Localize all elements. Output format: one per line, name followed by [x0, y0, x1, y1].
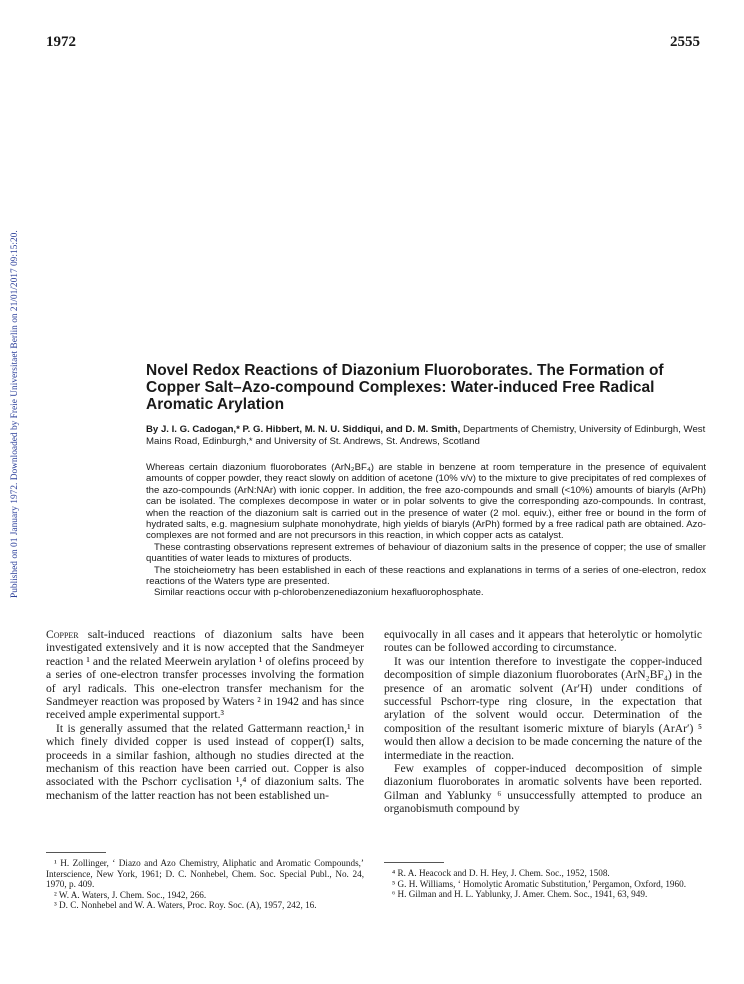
- body-text: salt-induced reactions of diazonium salts have been investigated extensively and it is now accepted that the Sandmeyer reaction ¹ and the related Meerwein arylation ¹ of olefins proceed by a series of one-electron transfer processes involving the formation of aryl radicals. This one-electron transfer mechanism for the Sandmeyer reaction was proposed by Waters ² in 1942 and has since received ample experimental support.³: [46, 628, 364, 722]
- abstract-paragraph: These contrasting observations represent extremes of behaviour of diazonium salts in the presence of copper; the use of smaller quantities of water leads to mixtures of products.: [146, 541, 706, 565]
- footnote: ³ D. C. Nonhebel and W. A. Waters, Proc. Roy. Soc. (A), 1957, 242, 16.: [54, 900, 317, 911]
- author-list: J. I. G. Cadogan,* P. G. Hibbert, M. N. U. Siddiqui, and D. M. Smith,: [160, 424, 461, 435]
- lead-word: Copper: [46, 628, 79, 641]
- footnote-rule-right: [384, 862, 444, 863]
- footnote: ⁴ R. A. Heacock and D. H. Hey, J. Chem. Soc., 1952, 1508.: [392, 868, 610, 878]
- body-column-left: [46, 628, 364, 802]
- footnote: ⁵ G. H. Williams, ‘ Homolytic Aromatic Substitution,’ Pergamon, Oxford, 1960.: [392, 878, 687, 889]
- byline-prefix: By: [146, 424, 159, 435]
- body-paragraph: equivocally in all cases and it appears that heterolytic or homolytic routes can be followed according to circumstance.: [384, 628, 702, 655]
- body-paragraph: It was our intention therefore to investigate the copper-induced decomposition of simple diazonium fluoroborates (ArN₂BF₄) in the presence of an aromatic solvent (Ar′H) under conditions of successful Pschorr-type ring closure, in the expectation that arylation of the solvent would occur. Determination of the composition of the resultant isomeric mixture of biaryls (ArAr′) ⁵ would then allow a decision to be made concerning the nature of the intermediate in the reaction.: [384, 654, 702, 762]
- footnote: ⁶ H. Gilman and H. L. Yablunky, J. Amer. Chem. Soc., 1941, 63, 949.: [392, 889, 648, 900]
- journal-year: 1972: [46, 34, 76, 50]
- body-paragraph: Few examples of copper-induced decomposition of simple diazonium fluoroborates in aromatic solvents have been reported. Gilman and Yablunky ⁶ unsuccessfully attempted to produce an organobismuth compound by: [384, 762, 702, 816]
- footnote: ¹ H. Zollinger, ‘ Diazo and Azo Chemistry, Aliphatic and Aromatic Compounds,’ Interscience, New York, 1961; D. C. Nonhebel, Chem. Soc. Special Publ., No. 24, 1970, p. 409.: [46, 858, 364, 890]
- article-title: Novel Redox Reactions of Diazonium Fluoroborates. The Formation of Copper Salt–Azo-compound Complexes: Water-induced Free Radical Aromatic Arylation: [146, 362, 664, 413]
- download-notice: Published on 01 January 1972. Downloaded by Freie Universitaet Berlin on 21/01/2017 09:15:20.: [10, 230, 20, 598]
- footnote-rule-left: [46, 852, 106, 853]
- abstract-paragraph: Similar reactions occur with p-chlorobenzenediazonium hexafluorophosphate.: [154, 587, 484, 599]
- abstract-paragraph: Whereas certain diazonium fluoroborates (ArN₂BF₄) are stable in benzene at room temperature in the presence of equivalent amounts of copper powder, they react slowly on addition of acetone (10% v/v) to the mixture to give precipitates of red complexes of the azo-compounds (ArN:NAr) with ionic copper. In addition, the free azo-compounds and small (<10%) amounts of biaryls (ArPh) can be isolated. The complexes decompose in water or in polar solvents to give the corresponding azo-compounds. In contrast, when the reaction of the diazonium salt is carried out in the presence of water (2 mol. equiv.), either free or bound in the form of hydrated salts, e.g. magnesium sulphate monohydrate, high yields of biaryls (ArPh) formed by a free radical path are obtained. Azo-complexes are not formed and are not precursors in this reaction, in which copper acts as catalyst.: [146, 462, 706, 542]
- footnotes-left: [46, 858, 364, 911]
- body-paragraph: [46, 628, 364, 722]
- abstract: [146, 462, 706, 599]
- body-column-right: [384, 628, 702, 816]
- footnote: ² W. A. Waters, J. Chem. Soc., 1942, 266.: [54, 889, 207, 900]
- abstract-paragraph: The stoicheiometry has been established in each of these reactions and explanations in terms of a series of one-electron, redox reactions of the Waters type are presented.: [146, 564, 706, 588]
- page-number: 2555: [670, 34, 700, 50]
- affiliation: Departments of Chemistry, University of Edinburgh, West Mains Road, Edinburgh,* and University of St. Andrews, St. Andrews, Scotland: [146, 424, 706, 447]
- footnotes-right: [384, 868, 702, 900]
- body-paragraph: It is generally assumed that the related Gattermann reaction,¹ in which finely divided copper is used instead of copper(I) salts, proceeds in a similar fashion, although no studies directed at the mechanism of this reaction have been carried out. Copper is also associated with the Pschorr cyclisation ¹,⁴ of diazonium salts. The mechanism of the latter reaction has not been established un-: [46, 721, 364, 802]
- author-block: [146, 424, 706, 448]
